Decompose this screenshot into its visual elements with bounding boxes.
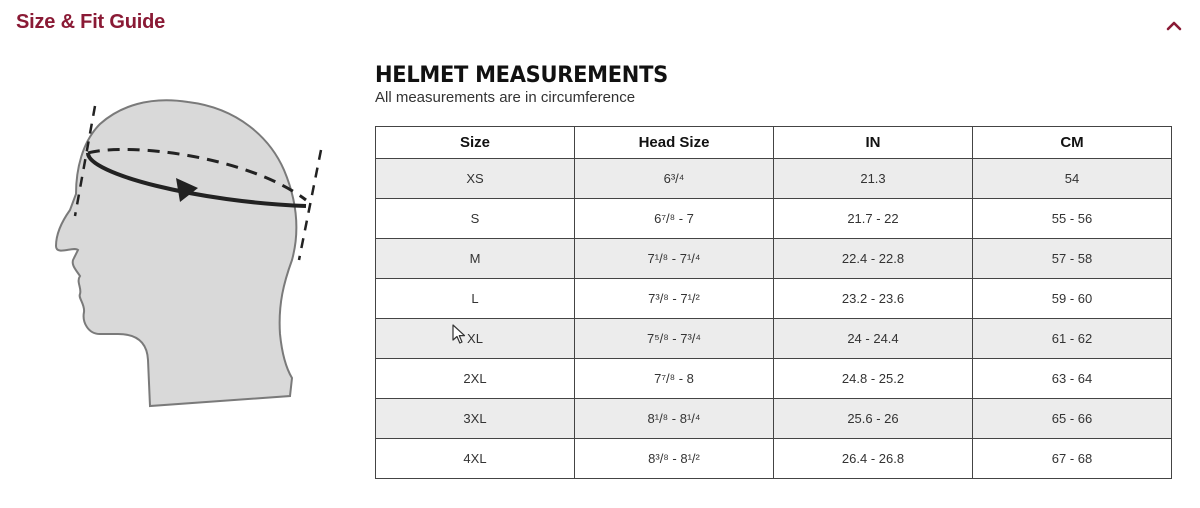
head-size-cell: 8³/⁸ - 8¹/² [575,439,774,479]
table-row [376,199,1172,239]
size-cell: XL [376,319,575,359]
table-row [376,239,1172,279]
chevron-up-icon[interactable] [1162,14,1186,38]
inches-cell: 26.4 - 26.8 [774,439,973,479]
table-row [376,439,1172,479]
centimeters-cell: 59 - 60 [973,279,1172,319]
column-header-size: Size [376,127,575,159]
table-row [376,159,1172,199]
inches-cell: 24.8 - 25.2 [774,359,973,399]
table-row [376,319,1172,359]
centimeters-cell: 57 - 58 [973,239,1172,279]
table-heading: HELMET MEASUREMENTS [375,62,668,88]
table-row [376,279,1172,319]
head-size-cell: 7⁷/⁸ - 8 [575,359,774,399]
head-size-cell: 7⁵/⁸ - 7³/⁴ [575,319,774,359]
inches-cell: 23.2 - 23.6 [774,279,973,319]
head-size-cell: 8¹/⁸ - 8¹/⁴ [575,399,774,439]
head-silhouette [56,100,296,406]
size-cell: S [376,199,575,239]
column-header-cm: CM [973,127,1172,159]
size-cell: L [376,279,575,319]
head-size-cell: 6³/⁴ [575,159,774,199]
size-cell: 4XL [376,439,575,479]
inches-cell: 21.7 - 22 [774,199,973,239]
centimeters-cell: 65 - 66 [973,399,1172,439]
section-title[interactable]: Size & Fit Guide [16,11,166,33]
table-row [376,359,1172,399]
size-cell: M [376,239,575,279]
column-header-in: IN [774,127,973,159]
inches-cell: 21.3 [774,159,973,199]
centimeters-cell: 61 - 62 [973,319,1172,359]
size-cell: XS [376,159,575,199]
table-row [376,399,1172,439]
centimeters-cell: 55 - 56 [973,199,1172,239]
centimeters-cell: 67 - 68 [973,439,1172,479]
inches-cell: 24 - 24.4 [774,319,973,359]
column-header-head-size: Head Size [575,127,774,159]
head-size-cell: 6⁷/⁸ - 7 [575,199,774,239]
helmet-measurements-table [375,126,1172,479]
table-subheading: All measurements are in circumference [375,89,636,106]
table-header-row [376,127,1172,159]
size-cell: 3XL [376,399,575,439]
head-measurement-illustration [48,98,338,414]
centimeters-cell: 63 - 64 [973,359,1172,399]
inches-cell: 22.4 - 22.8 [774,239,973,279]
head-size-cell: 7¹/⁸ - 7¹/⁴ [575,239,774,279]
centimeters-cell: 54 [973,159,1172,199]
head-size-cell: 7³/⁸ - 7¹/² [575,279,774,319]
inches-cell: 25.6 - 26 [774,399,973,439]
size-cell: 2XL [376,359,575,399]
